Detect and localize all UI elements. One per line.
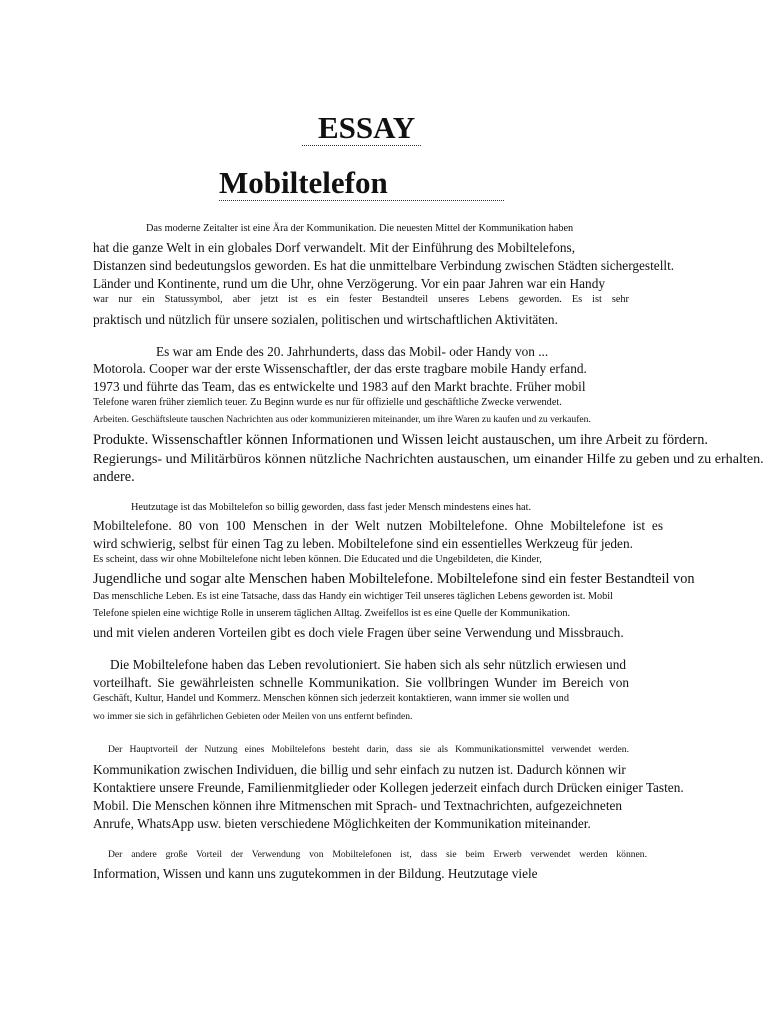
- text-line: Es war am Ende des 20. Jahrhunderts, dass das Mobil- oder Handy von ...: [156, 344, 549, 359]
- text-line: war nur ein Statussymbol, aber jetzt ist es ein fester Bestandteil unseres Lebens geworden. Es ist sehr: [93, 294, 629, 305]
- text-line: vorteilhaft. Sie gewährleisten schnelle Kommunikation. Sie vollbringen Wunder im Bereich von: [93, 675, 629, 690]
- text-line: Distanzen sind bedeutungslos geworden. Es hat die unmittelbare Verbindung zwischen Städten sichergestellt.: [93, 258, 675, 273]
- essay-title: Mobiltelefon: [219, 167, 504, 201]
- text-line: Motorola. Cooper war der erste Wissenschaftler, der das erste tragbare mobile Handy erfand.: [93, 361, 587, 376]
- text-line: Mobil. Die Menschen können ihre Mitmenschen mit Sprach- und Textnachrichten, aufgezeichneten: [93, 798, 623, 813]
- text-line: Regierungs- und Militärbüros können nützliche Nachrichten austauschen, um einander Hilfe zu geben und zu erhalten.: [93, 451, 764, 467]
- text-line: Telefone spielen eine wichtige Rolle in unserem täglichen Alltag. Zweifellos ist es eine Quelle der Kommunikation.: [93, 608, 571, 619]
- text-line: Der andere große Vorteil der Verwendung von Mobiltelefonen ist, dass sie beim Erwerb verwendet werden können.: [108, 849, 647, 860]
- text-line: Information, Wissen und kann uns zugutekommen in der Bildung. Heutzutage viele: [93, 866, 538, 881]
- essay-heading: ESSAY: [302, 112, 421, 146]
- text-line: und mit vielen anderen Vorteilen gibt es doch viele Fragen über seine Verwendung und Missbrauch.: [93, 625, 624, 640]
- text-line: Jugendliche und sogar alte Menschen haben Mobiltelefone. Mobiltelefone sind ein fester Bestandteil von: [93, 571, 695, 587]
- text-line: Produkte. Wissenschaftler können Informationen und Wissen leicht austauschen, um ihre Arbeit zu fördern.: [93, 432, 708, 448]
- text-line: Kontaktiere unsere Freunde, Familienmitglieder oder Kollegen jederzeit einfach durch Drücken einiger Tasten.: [93, 780, 684, 795]
- text-line: wo immer sie sich in gefährlichen Gebieten oder Meilen von uns entfernt befinden.: [93, 711, 413, 722]
- text-line: Das menschliche Leben. Es ist eine Tatsache, dass das Handy ein wichtiger Teil unseres täglichen Lebens geworden ist. Mobil: [93, 591, 614, 602]
- text-line: Es scheint, dass wir ohne Mobiltelefone nicht leben können. Die Educated und die Ungebildeten, die Kinder,: [93, 554, 542, 565]
- text-line: Das moderne Zeitalter ist eine Ära der Kommunikation. Die neuesten Mittel der Kommunikation haben: [146, 223, 574, 234]
- text-line: Arbeiten. Geschäftsleute tauschen Nachrichten aus oder kommunizieren miteinander, um ihre Waren zu kaufen und zu verkaufen.: [93, 414, 591, 425]
- text-line: 1973 und führte das Team, das es entwickelte und 1983 auf den Markt brachte. Früher mobil: [93, 379, 586, 394]
- text-line: Der Hauptvorteil der Nutzung eines Mobiltelefons besteht darin, dass sie als Kommunikationsmittel verwendet werden.: [108, 744, 629, 755]
- text-line: wird schwierig, selbst für einen Tag zu leben. Mobiltelefone sind ein essentielles Werkzeug für jeden.: [93, 536, 633, 551]
- text-line: andere.: [93, 469, 135, 485]
- text-line: Telefone waren früher ziemlich teuer. Zu Beginn wurde es nur für offizielle und geschäftliche Zwecke verwendet.: [93, 397, 562, 408]
- text-line: Kommunikation zwischen Individuen, die billig und sehr einfach zu nutzen ist. Dadurch können wir: [93, 762, 626, 777]
- text-line: Anrufe, WhatsApp usw. bieten verschiedene Möglichkeiten der Kommunikation miteinander.: [93, 816, 591, 831]
- text-line: praktisch und nützlich für unsere sozialen, politischen und wirtschaftlichen Aktivitäten.: [93, 312, 558, 327]
- text-line: hat die ganze Welt in ein globales Dorf verwandelt. Mit der Einführung des Mobiltelefons,: [93, 240, 576, 255]
- text-line: Geschäft, Kultur, Handel und Kommerz. Menschen können sich jederzeit kontaktieren, wann immer sie wollen und: [93, 693, 569, 704]
- text-line: Länder und Kontinente, rund um die Uhr, ohne Verzögerung. Vor ein paar Jahren war ein Handy: [93, 276, 605, 291]
- text-line: Die Mobiltelefone haben das Leben revolutioniert. Sie haben sich als sehr nützlich erwiesen und: [110, 657, 626, 672]
- text-line: Heutzutage ist das Mobiltelefon so billig geworden, dass fast jeder Mensch mindestens eines hat.: [131, 502, 532, 513]
- text-line: Mobiltelefone. 80 von 100 Menschen in der Welt nutzen Mobiltelefone. Ohne Mobiltelefone ist es: [93, 518, 663, 533]
